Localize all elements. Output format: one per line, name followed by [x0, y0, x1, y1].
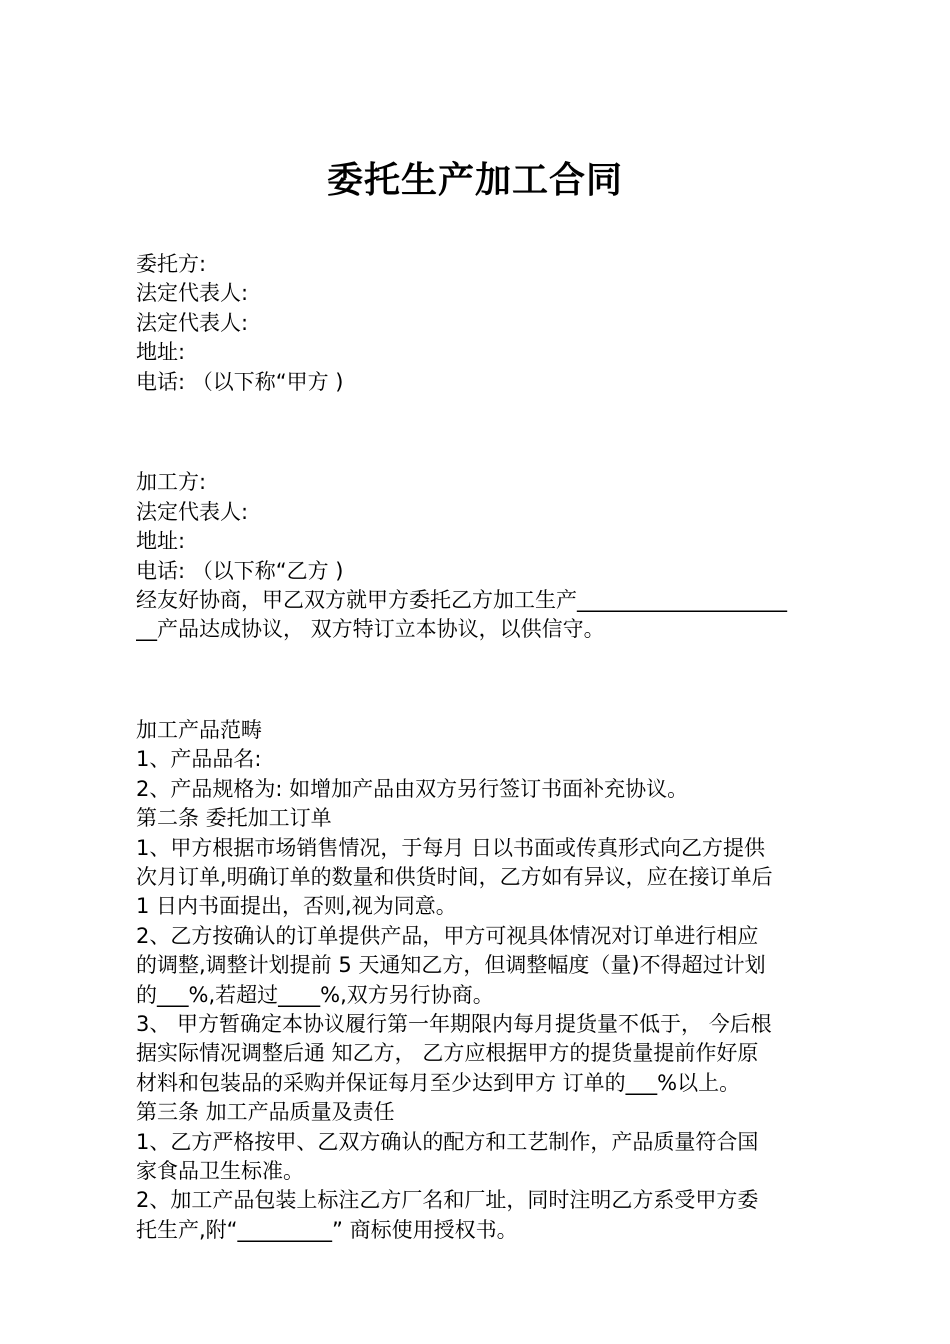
text-line: 3、 甲方暂确定本协议履行第一年期限内每月提货量不低于， 今后根 [136, 1011, 772, 1036]
document-body [136, 250, 816, 1245]
text-line: 的调整,调整计划提前 5 天通知乙方，但调整幅度（量)不得超过计划 [136, 953, 766, 978]
text-line: 2、加工产品包装上标注乙方厂名和厂址，同时注明乙方系受甲方委 [136, 1188, 759, 1213]
text-line: 第二条 委托加工订单 [136, 806, 332, 831]
text-line: 1、产品品名: [136, 747, 262, 772]
text-line: 次月订单,明确订单的数量和供货时间，乙方如有异议，应在接订单后 [136, 865, 773, 890]
text-line: 加工产品范畴 [136, 718, 262, 743]
text-line: 法定代表人: [136, 281, 249, 306]
text-line: 经友好协商，甲乙双方就甲方委托乙方加工生产____________________ [136, 587, 787, 612]
text-line: 地址: [136, 529, 186, 554]
text-line: 法定代表人: [136, 499, 249, 524]
document-title: 委托生产加工合同 [326, 159, 623, 201]
text-line: 1 日内书面提出，否则,视为同意。 [136, 894, 457, 919]
blank-line [136, 418, 816, 447]
text-line: 2、乙方按确认的订单提供产品，甲方可视具体情况对订单进行相应 [136, 923, 759, 948]
text-line: 电话: （以下称“乙方 ) [136, 558, 344, 583]
text-line: 1、乙方严格按甲、乙双方确认的配方和工艺制作，产品质量符合国 [136, 1129, 759, 1154]
text-line: 加工方: [136, 470, 207, 495]
text-line: 据实际情况调整后通 知乙方， 乙方应根据甲方的提货量提前作好原 [136, 1041, 759, 1066]
text-line: 法定代表人: [136, 310, 249, 335]
text-line: 托生产,附“_________” 商标使用授权书。 [136, 1217, 518, 1242]
text-line: 委托方: [136, 252, 207, 276]
text-line: 家食品卫生标准。 [136, 1158, 304, 1183]
text-line: 1、甲方根据市场销售情况，于每月 日以书面或传真形式向乙方提供 [136, 835, 766, 860]
text-line: 电话: （以下称“甲方 ) [136, 369, 344, 394]
text-line: 2、产品规格为: 如增加产品由双方另行签订书面补充协议。 [136, 776, 689, 801]
text-line: 材料和包装品的采购并保证每月至少达到甲方 订单的___%以上。 [136, 1070, 741, 1095]
text-line: 第三条 加工产品质量及责任 [136, 1100, 395, 1125]
text-line: __产品达成协议， 双方特订立本协议，以供信守。 [136, 617, 605, 642]
blank-line [136, 666, 816, 695]
text-line: 的___%,若超过____%,双方另行协商。 [136, 982, 494, 1007]
text-line: 地址: [136, 340, 186, 365]
